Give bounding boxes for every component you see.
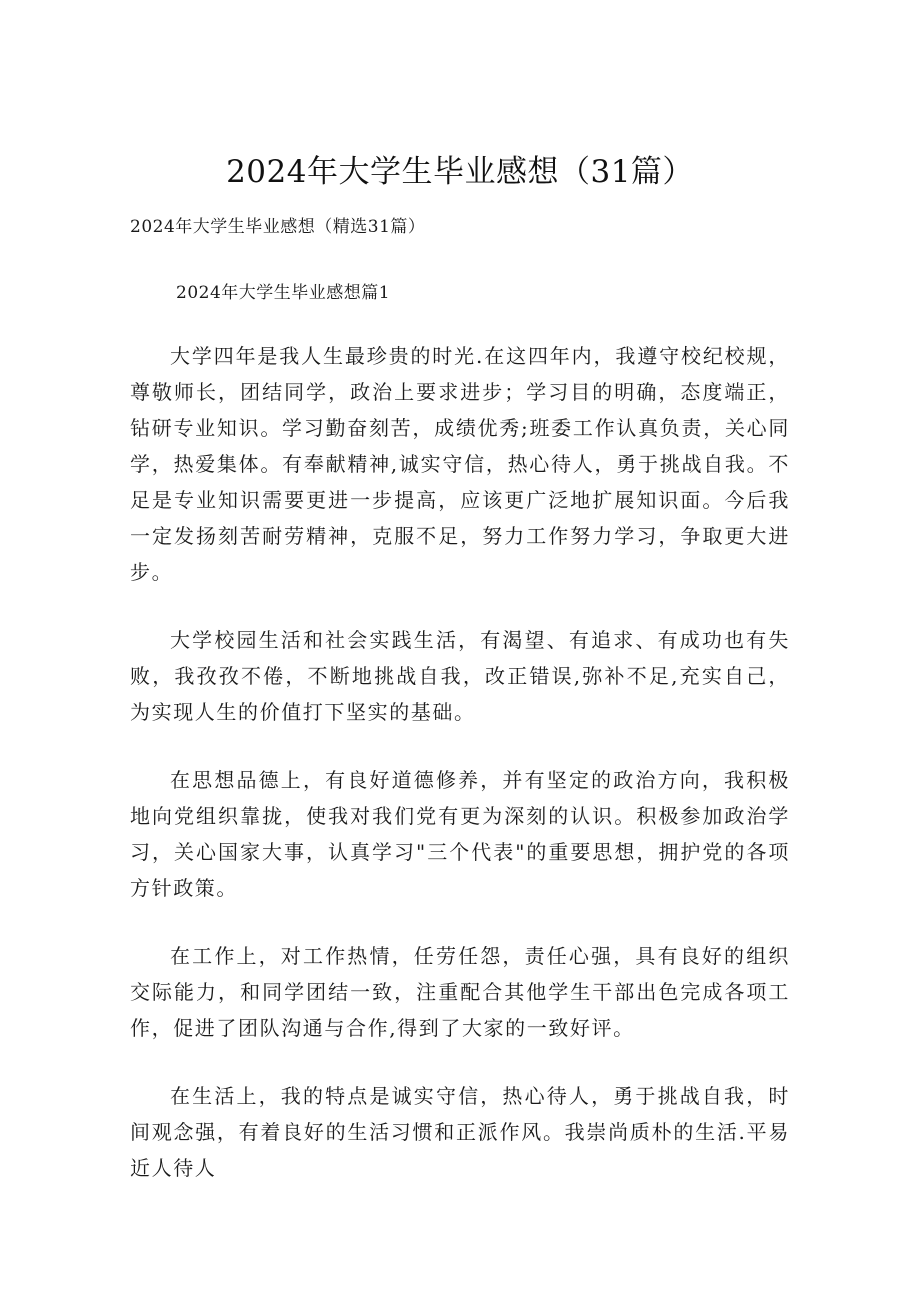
paragraph-2: 大学校园生活和社会实践生活，有渴望、有追求、有成功也有失败，我孜孜不倦，不断地挑战自我，改正错误,弥补不足,充实自己，为实现人生的价值打下坚实的基础。 xyxy=(130,628,790,724)
body-text xyxy=(130,338,790,1218)
paragraph-1: 大学四年是我人生最珍贵的时光.在这四年内，我遵守校纪校规，尊敬师长，团结同学，政治上要求进步；学习目的明确，态度端正，钻研专业知识。学习勤奋刻苦，成绩优秀;班委工作认真负责，关心同学，热爱集体。有奉献精神,诚实守信，热心待人，勇于挑战自我。不足是专业知识需要更进一步提高，应该更广泛地扩展知识面。今后我一定发扬刻苦耐劳精神，克服不足，努力工作努力学习，争取更大进步。 xyxy=(130,344,790,584)
paragraph-3: 在思想品德上，有良好道德修养，并有坚定的政治方向，我积极地向党组织靠拢，使我对我们党有更为深刻的认识。积极参加政治学习，关心国家大事，认真学习"三个代表"的重要思想，拥护党的各项方针政策。 xyxy=(130,768,790,900)
document-subtitle: 2024年大学生毕业感想（精选31篇） xyxy=(130,217,426,237)
section-heading: 2024年大学生毕业感想篇1 xyxy=(176,283,391,303)
document-title: 2024年大学生毕业感想（31篇） xyxy=(226,154,694,190)
paragraph-4: 在工作上，对工作热情，任劳任怨，责任心强，具有良好的组织交际能力，和同学团结一致，注重配合其他学生干部出色完成各项工作，促进了团队沟通与合作,得到了大家的一致好评。 xyxy=(130,944,790,1040)
paragraph-5: 在生活上，我的特点是诚实守信，热心待人，勇于挑战自我，时间观念强，有着良好的生活习惯和正派作风。我崇尚质朴的生活.平易近人待人 xyxy=(130,1084,790,1180)
